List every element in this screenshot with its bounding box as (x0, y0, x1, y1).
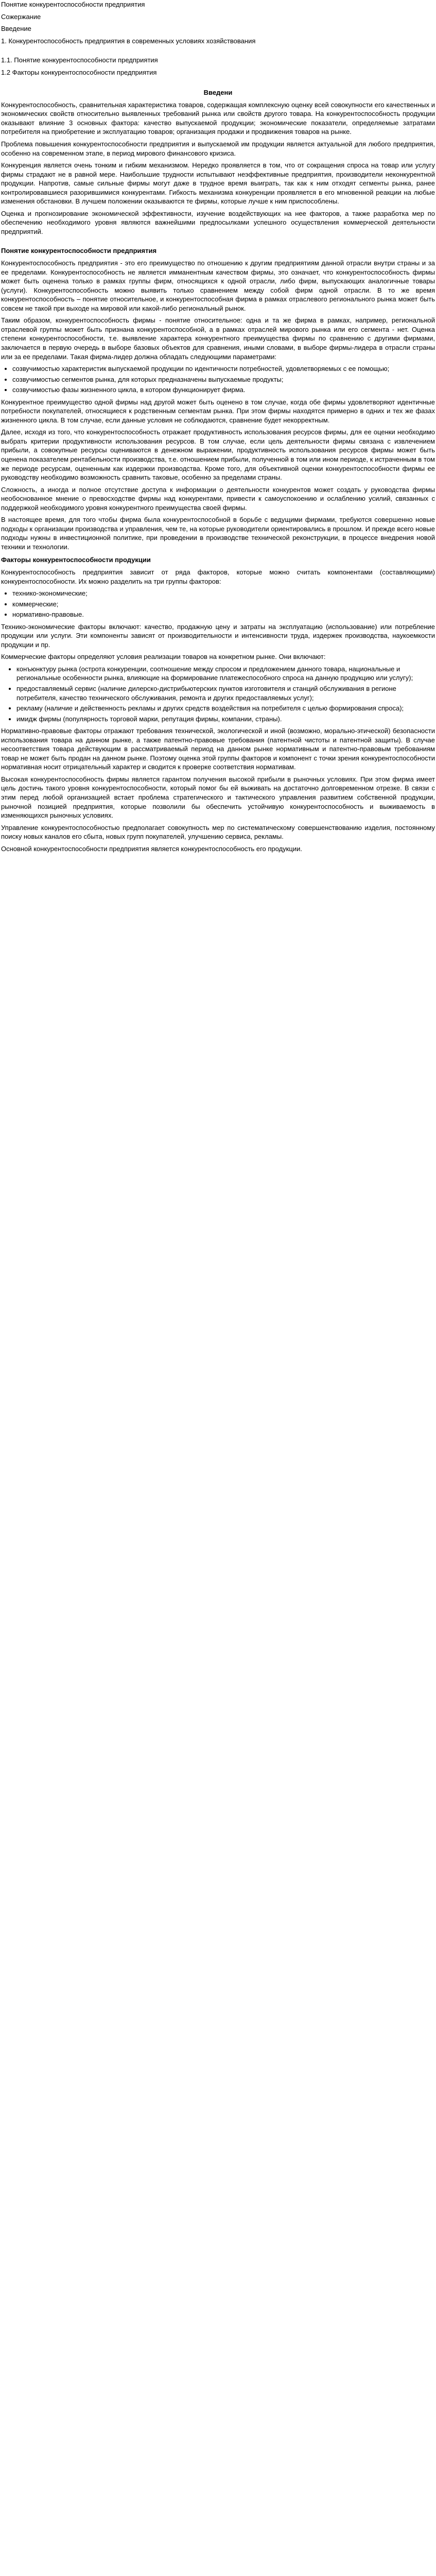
commercial-factors-list (1, 665, 435, 723)
list-item: • нормативно-правовые. (12, 610, 435, 619)
section-1-paragraph: Сложность, а иногда и полное отсутствие доступа к информации о деятельности конкурентов может создать у руководства фирмы необоснованное мнение о превосходстве фирмы над конкурентами, привести к самоуспокоению и ослаблению усилий, связанных с поддержкой необходимого уровня конкурентного преимущества своей фирмы. (1, 485, 435, 512)
factor-groups-list (1, 589, 435, 619)
section-2-paragraph: Нормативно-правовые факторы отражают требования технической, экологической и иной (возможно, морально-этической) безопасности использования товара на данном рынке, а также патентно-правовые требования (патентной чистоты и патентной защиты). В случае несоответствия товара действующим в рассматриваемый период на данном рынке нормативным и патентно-правовым требованиям товар не может быть продан на данном рынке. Поэтому оценка этой группы факторов и компонент с точки зрения конкурентоспособности нормативная носит отрицательный характер и сводится к проверке соответствия нормативам. (1, 727, 435, 771)
section-2-heading: Факторы конкурентоспособности продукции (1, 556, 151, 564)
section-2-paragraph: Управление конкурентоспособностью предполагает совокупность мер по систематическому совершенствованию изделия, постоянному поиску новых каналов его сбыта, новых групп покупателей, улучшению сервиса, рекламы. (1, 823, 435, 841)
section-2-paragraph: Основной конкурентоспособности предприятия является конкурентоспособность его продукции. (1, 844, 302, 853)
list-item: • созвучимостью сегментов рынка, для которых предназначены выпускаемые продукты; (12, 375, 435, 384)
document-page (0, 0, 436, 867)
list-item: • имидж фирмы (популярность торговой марки, репутация фирмы, компании, страны). (16, 715, 435, 724)
list-item: • технико-экономические; (12, 589, 435, 598)
list-item: • конъюнктуру рынка (острота конкуренции, соотношение между спросом и предложением данного товара, национальные и региональные особенности рынка, влияющие на формирование платежеспособного спроса на данную продукцию или услугу); (16, 665, 435, 683)
intro-paragraph: Оценка и прогнозирование экономической эффективности, изучение воздействующих на нее факторов, а также разработка мер по обеспечению необходимого уровня являются важнейшими предпосылками успешного осуществления коммерческой деятельности предприятий. (1, 209, 435, 235)
table-of-contents (1, 24, 435, 77)
section-2-paragraph: Технико-экономические факторы включают: качество, продажную цену и затраты на эксплуатацию (использование) или потребление продукции или услуги. Эти компоненты зависят от производительности и интенсивности труда, издержек производства, наукоемкости продукции и пр. (1, 622, 435, 649)
comparison-criteria-list (1, 364, 435, 395)
intro-paragraph: Конкурентоспособность, сравнительная характеристика товаров, содержащая комплексную оценку всей совокупности его качественных и экономических свойств относительно выявленных требований рынка или свойств другого товара. На конкурентоспособность продукции оказывают влияние 3 основных фактора: качество выпускаемой продукции; экономические показатели, определяемые затратами потребителя на приобретение и эксплуатацию товаров; организация продажи и продвижения товаров на рынке. (1, 100, 435, 136)
list-item: • коммерческие; (12, 600, 435, 609)
list-item: • рекламу (наличие и действенность рекламы и других средств воздействия на потребителя с целью формирования спроса); (16, 704, 435, 713)
intro-paragraph: Конкуренция является очень тонким и гибким механизмом. Нередко проявляется в том, что от сокращения спроса на товар или услугу фирмы страдают не в равной мере. Наибольшие трудности испытывают неэффективные предприятия, производители неконкурентной продукции. Напротив, самые сильные фирмы могут даже в трудное время выиграть, так как к ним отходят сегменты рынка, ранее контролировавшиеся разорившимися конкурентами. Гибкость механизма конкуренции проявляется в его мгновенной реакции на любые изменения обстановки. В лучшем положении оказываются те фирмы, которые лучше к ним приспособлены. (1, 161, 435, 206)
toc-heading: Сожержание (1, 12, 41, 21)
section-1-paragraph: Далее, исходя из того, что конкурентоспособность отражает продуктивность использования ресурсов фирмы, для ее оценки необходимо выбрать критерии продуктивности использования ресурсов. В том случае, если цель деятельности фирмы связана с извлечением прибыли, а совокупные ресурсы оцениваются в денежном выражении, продуктивность использования ресурсов фирмы может быть оценена показателем рентабельности производства, т.е. отношением прибыли, полученной в том или ином периоде, к истраченным в том же периоде ресурсам, оцененным как издержки производства. Кроме того, для объективной оценки конкурентоспособности фирмы ее руководству необходимо возможность сравнить таковые, особенно за пределами страны. (1, 428, 435, 482)
section-1-paragraph: Конкурентное преимущество одной фирмы над другой может быть оценено в том случае, когда обе фирмы удовлетворяют идентичные потребности покупателей, относящиеся к родственным сегментам рынка. При этом фирмы находятся примерно в одних и тех же фазах жизненного цикла. В том случае, если данные условия не соблюдаются, сравнение будет некорректным. (1, 398, 435, 424)
section-1-heading: Понятие конкурентоспособности предприятия (1, 247, 157, 255)
toc-item-section-1-1[interactable]: 1.1. Понятие конкурентоспособности предприятия (1, 56, 158, 64)
section-1-paragraph: Конкурентоспособность предприятия - это его преимущество по отношению к другим предприятиям данной отрасли внутри страны и за ее пределами. Конкурентоспособность не является имманентным качеством фирмы, это означает, что конкурентоспособность фирмы может быть оценена только в рамках группы фирм, относящихся к одной отрасли, либо фирм, выпускающих аналогичные товары (услуги). Конкурентоспособность можно выявить только сравнением между собой фирм одной отрасли. В то же время конкурентоспособность – понятие относительное, и конкурентоспособная фирма в рамках отраслевого регионального рынка может быть совсем не такой при выходе на мировой или какой-либо региональный рынок. (1, 259, 435, 312)
section-2-paragraph: Высокая конкурентоспособность фирмы является гарантом получения высокой прибыли в рыночных условиях. При этом фирма имеет цель достичь такого уровня конкурентоспособности, который помог бы ей выживать на достаточно долговременном отрезке. В связи с этим перед любой организацией встает проблема стратегического и тактического управления развитием собственной продукции, рыночной позицией предприятия, которые позволили бы обеспечить устойчивую конкурентоспособность и выживаемость в изменяющихся рыночных условиях. (1, 775, 435, 820)
section-1-paragraph: Таким образом, конкурентоспособность фирмы - понятие относительное: одна и та же фирма в рамках, например, региональной отраслевой группы может быть признана конкурентоспособной, а в рамках отраслей мирового рынка или его сегмента - нет. Оценка степени конкурентоспособности, т.е. выявление характера конкурентного преимущества фирмы по сравнению с другими фирмами, заключается в первую очередь в выборе базовых объектов для сравнения, иными словами, в выборе фирмы-лидера в отрасли страны или за ее пределами. Такая фирма-лидер должна обладать следующими параметрами: (1, 316, 435, 361)
toc-item-chapter-1[interactable]: 1. Конкурентоспособность предприятия в современных условиях хозяйствования (1, 37, 256, 45)
toc-item-section-1-2[interactable]: 1.2 Факторы конкурентоспособности предприятия (1, 68, 157, 76)
list-item: • созвучимостью фазы жизненного цикла, в котором функционирует фирма. (12, 385, 435, 395)
section-2-paragraph: Конкурентоспособность предприятия зависит от ряда факторов, которые можно считать компонентами (составляющими) конкурентоспособности. Их можно разделить на три группы факторов: (1, 568, 435, 585)
intro-paragraph: Проблема повышения конкурентоспособности предприятия и выпускаемой им продукции является актуальной для любого предприятия, особенно на современном этапе, в период мирового финансового кризиса. (1, 140, 435, 157)
toc-item-introduction[interactable]: Введение (1, 25, 31, 33)
document-title: Понятие конкурентоспособности предприятия (1, 1, 145, 8)
section-1-paragraph: В настоящее время, для того чтобы фирма была конкурентоспособной в борьбе с ведущими фирмами, требуются совершенно новые подходы к организации производства и управления, чем те, на которые руководители ориентировались в прошлом. И прежде всего новые подходы нужны в инвестиционной политике, при проведении в производстве технической реконструкции, в процессе внедрения новой техники и технологии. (1, 516, 435, 551)
list-item: • предоставляемый сервис (наличие дилерско-дистрибьютерских пунктов изготовителя и станций обслуживания в регионе потребителя, качество технического обслуживания, ремонта и других предоставляемых услуг); (16, 684, 435, 702)
introduction-heading: Введени (203, 89, 233, 97)
list-item: • созвучимостью характеристик выпускаемой продукции по идентичности потребностей, удовлетворяемых с ее помощью; (12, 364, 435, 374)
section-2-paragraph: Коммерческие факторы определяют условия реализации товаров на конкретном рынке. Они включают: (1, 653, 326, 661)
